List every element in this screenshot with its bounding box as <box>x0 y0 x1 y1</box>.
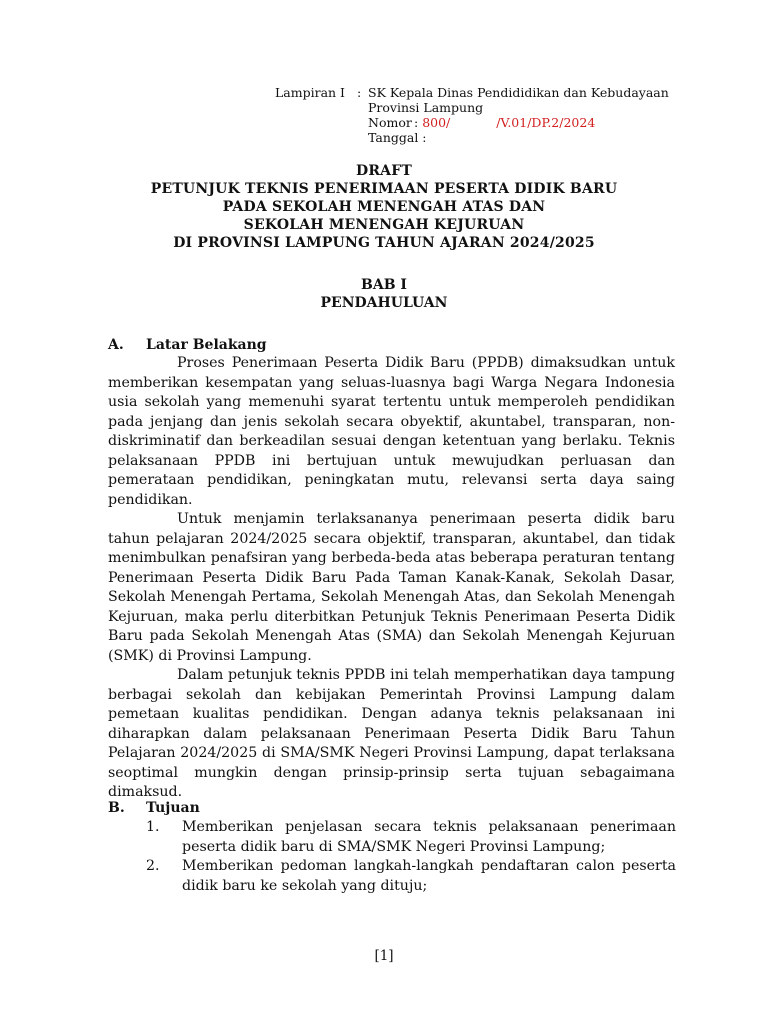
paragraph: Dalam petunjuk teknis PPDB ini telah memperhatikan daya tampung berbagai sekolah dan kebijakan Pemerintah Provinsi Lampung dalam pemetaan kualitas pendidikan. Dengan adanya teknis pelaksanaan ini diharapkan dalam pelaksanaan Penerimaan Peserta Didik Baru Tahun Pelajaran 2024/2025 di SMA/SMK Negeri Provinsi Lampung, dapat terlaksana seoptimal mungkin dengan prinsip-prinsip serta tujuan sebagaimana dimaksud. <box>108 667 675 800</box>
objectives-list <box>146 818 676 896</box>
paragraph: Untuk menjamin terlaksananya penerimaan peserta didik baru tahun pelajaran 2024/2025 secara objektif, transparan, akuntabel, dan tidak menimbulkan penafsiran yang berbeda-beda atas beberapa peraturan tentang Penerimaan Peserta Didik Baru Pada Taman Kanak-Kanak, Sekolah Dasar, Sekolah Menengah Pertama, Sekolah Menengah Atas, dan Sekolah Menengah Kejuruan, maka perlu diterbitkan Petunjuk Teknis Penerimaan Peserta Didik Baru pada Sekolah Menengah Atas (SMA) dan Sekolah Menengah Kejuruan (SMK) di Provinsi Lampung. <box>108 511 675 664</box>
section-a-title: Latar Belakang <box>146 337 267 353</box>
chapter-number: BAB I <box>361 277 407 293</box>
list-item <box>146 857 676 896</box>
document-title <box>0 162 768 252</box>
nomor-number-part2: /V.01/DP.2/2024 <box>496 115 596 130</box>
list-item-number: 1. <box>146 819 160 835</box>
nomor-number-part1: 800/ <box>422 115 451 130</box>
title-line-3: PADA SEKOLAH MENENGAH ATAS DAN <box>222 199 546 215</box>
tanggal-label: Tanggal : <box>368 130 427 145</box>
section-b-letter: B. <box>108 800 125 816</box>
title-line-5: DI PROVINSI LAMPUNG TAHUN AJARAN 2024/2025 <box>173 235 595 251</box>
title-line-4: SEKOLAH MENENGAH KEJURUAN <box>243 217 525 233</box>
list-item-number: 2. <box>146 858 160 874</box>
title-line-2: PETUNJUK TEKNIS PENERIMAAN PESERTA DIDIK BARU <box>150 181 618 197</box>
decree-title-line2: Provinsi Lampung <box>368 100 484 115</box>
decree-title-line1: SK Kepala Dinas Pendididikan dan Kebudayaan <box>368 85 669 100</box>
list-item <box>146 818 676 857</box>
section-b-title: Tujuan <box>146 800 200 816</box>
page-number: [1] <box>374 948 394 964</box>
nomor-label: Nomor <box>368 115 412 130</box>
list-item-text: Memberikan pedoman langkah-langkah pendaftaran calon peserta didik baru ke sekolah yang dituju; <box>182 858 676 894</box>
list-item-text: Memberikan penjelasan secara teknis pelaksanaan penerimaan peserta didik baru di SMA/SMK Negeri Provinsi Lampung; <box>182 819 676 855</box>
nomor-colon: : <box>414 115 419 130</box>
section-a-body <box>108 354 675 803</box>
attachment-colon: : <box>357 85 362 100</box>
attachment-header <box>275 85 669 145</box>
section-a-heading <box>108 336 267 355</box>
attachment-label: Lampiran I <box>275 85 345 100</box>
paragraph: Proses Penerimaan Peserta Didik Baru (PPDB) dimaksudkan untuk memberikan kesempatan yang seluas-luasnya bagi Warga Negara Indonesia usia sekolah yang memenuhi syarat tertentu untuk memperoleh pendidikan pada jenjang dan jenis sekolah secara obyektif, akuntabel, transparan, non-diskriminatif dan berkeadilan sesuai dengan ketentuan yang berlaku. Teknis pelaksanaan PPDB ini bertujuan untuk mewujudkan perluasan dan pemerataan pendidikan, peningkatan mutu, relevansi serta daya saing pendidikan. <box>108 355 675 508</box>
title-draft: DRAFT <box>356 163 412 179</box>
section-a-letter: A. <box>108 337 124 353</box>
chapter-name: PENDAHULUAN <box>320 295 448 311</box>
chapter-heading <box>0 276 768 312</box>
section-b-heading <box>108 799 200 818</box>
